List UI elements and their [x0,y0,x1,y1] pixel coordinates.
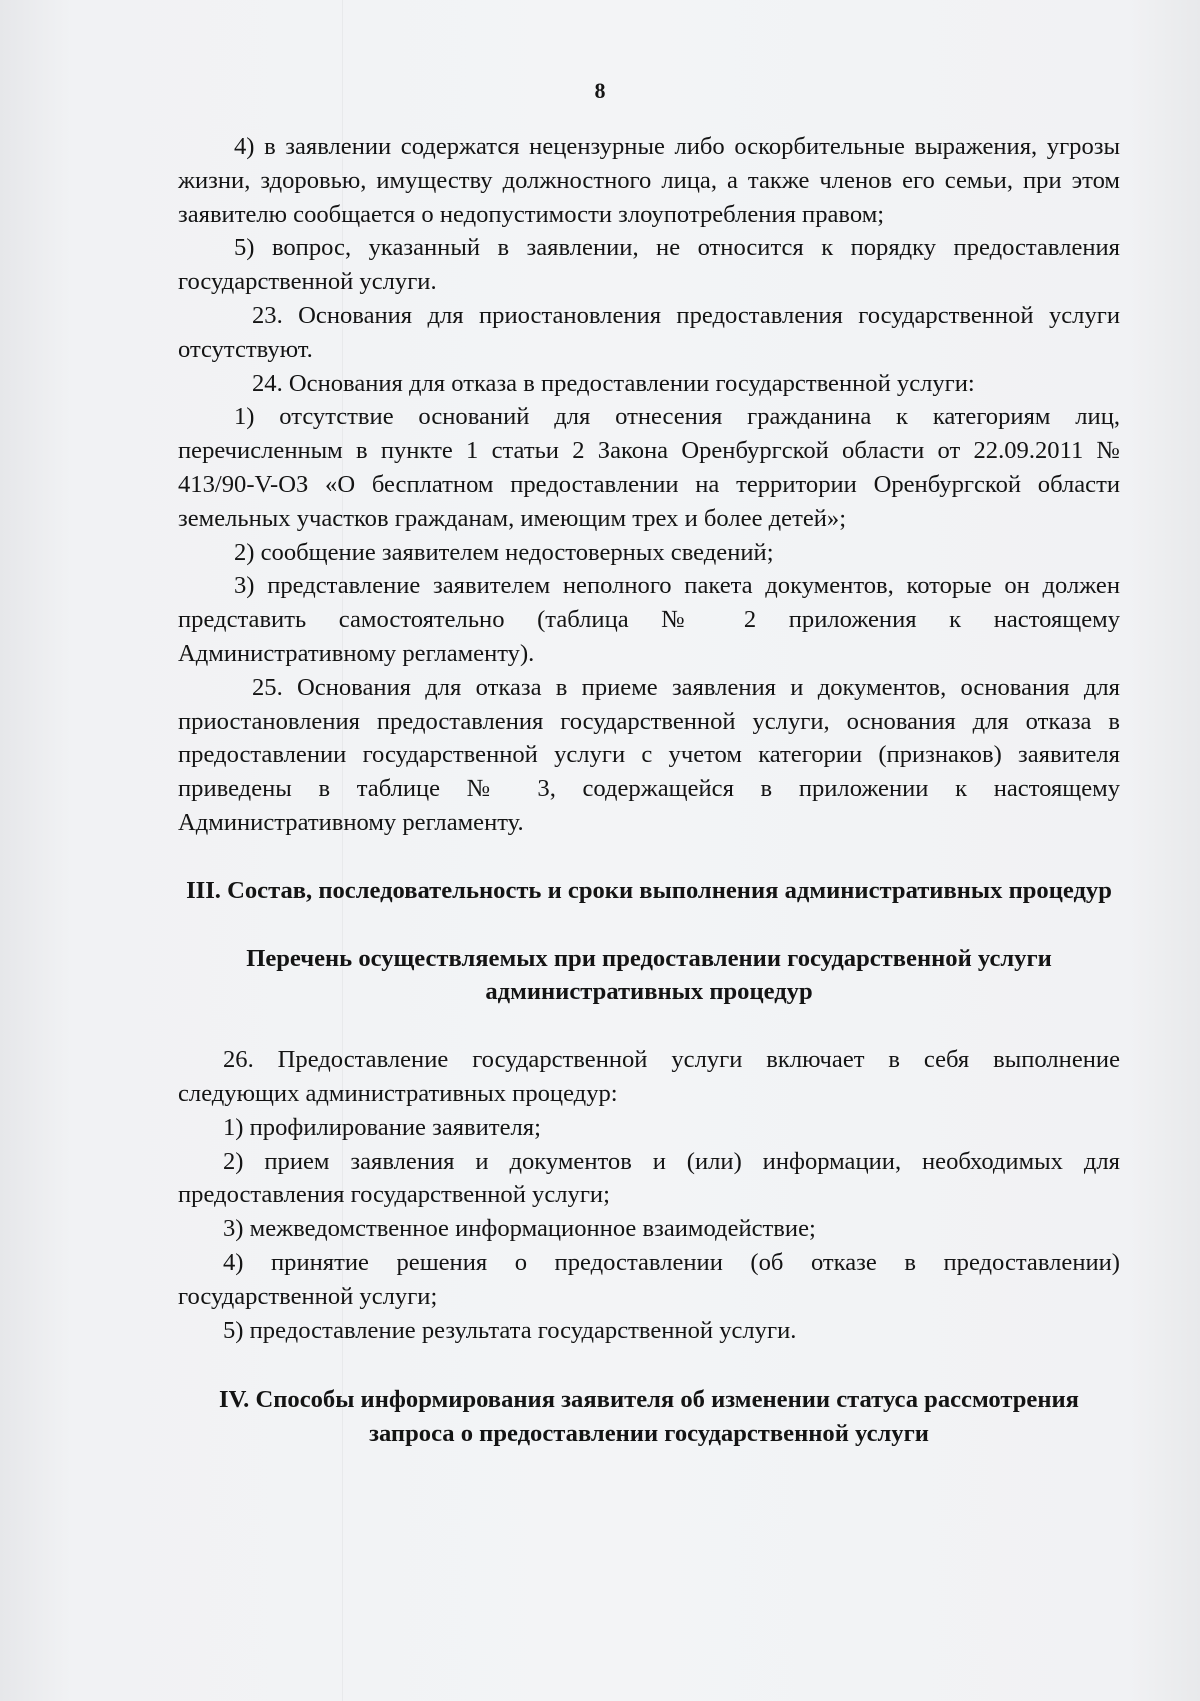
paragraph-24-item-3: 3) представление заявителем неполного пакета документов, которые он должен представить самостоятельно (таблица № 2 приложения к настоящему Административному регламенту). [178,572,1120,667]
section-3-heading: III. Состав, последовательность и сроки выполнения административных процедур [186,876,1112,904]
paragraph-26: 26. Предоставление государственной услуги включает в себя выполнение следующих административных процедур: [178,1046,1120,1107]
paragraph-24: 24. Основания для отказа в предоставлении государственной услуги: [252,369,975,397]
page-number: 8 [594,78,606,103]
procedure-item-3: 3) межведомственное информационное взаимодействие; [223,1215,816,1243]
subsection-heading: Перечень осуществляемых при предоставлении государственной услуги административных процедур [246,944,1052,1006]
procedures-list [178,1043,1120,1347]
section-4-heading: IV. Способы информирования заявителя об изменении статуса рассмотрения запроса о предоставлении государственной услуги [219,1386,1079,1448]
document-body [178,130,1120,1451]
procedure-item-5: 5) предоставление результата государственной услуги. [223,1316,797,1344]
paragraph-24-item-1: 1) отсутствие оснований для отнесения гражданина к категориям лиц, перечисленным в пункте 1 статьи 2 Закона Оренбургской области от 22.09.2011 № 413/90-V-ОЗ «О бесплатном предоставлении на территории Оренбургской области земельных участков гражданам, имеющим трех и более детей»; [178,403,1120,532]
paragraph-25: 25. Основания для отказа в приеме заявления и документов, основания для приостановления предоставления государственной услуги, основания для отказа в предоставлении государственной услуги с учетом категории (признаков) заявителя приведены в таблице № 3, содержащейся в приложении к настоящему Административному регламенту. [178,673,1120,836]
procedure-item-1: 1) профилирование заявителя; [223,1113,541,1141]
paragraph-item-5: 5) вопрос, указанный в заявлении, не относится к порядку предоставления государственной услуги. [178,234,1120,296]
procedure-item-2: 2) прием заявления и документов и (или) информации, необходимых для предоставления государственной услуги; [178,1147,1120,1209]
paragraph-item-4: 4) в заявлении содержатся нецензурные либо оскорбительные выражения, угрозы жизни, здоровью, имуществу должностного лица, а также членов его семьи, при этом заявителю сообщается о недопустимости злоупотребления правом; [178,133,1120,228]
procedure-item-4: 4) принятие решения о предоставлении (об отказе в предоставлении) государственной услуги; [178,1248,1120,1310]
paragraph-24-item-2: 2) сообщение заявителем недостоверных сведений; [234,538,774,566]
paragraph-23: 23. Основания для приостановления предоставления государственной услуги отсутствуют. [178,301,1120,363]
